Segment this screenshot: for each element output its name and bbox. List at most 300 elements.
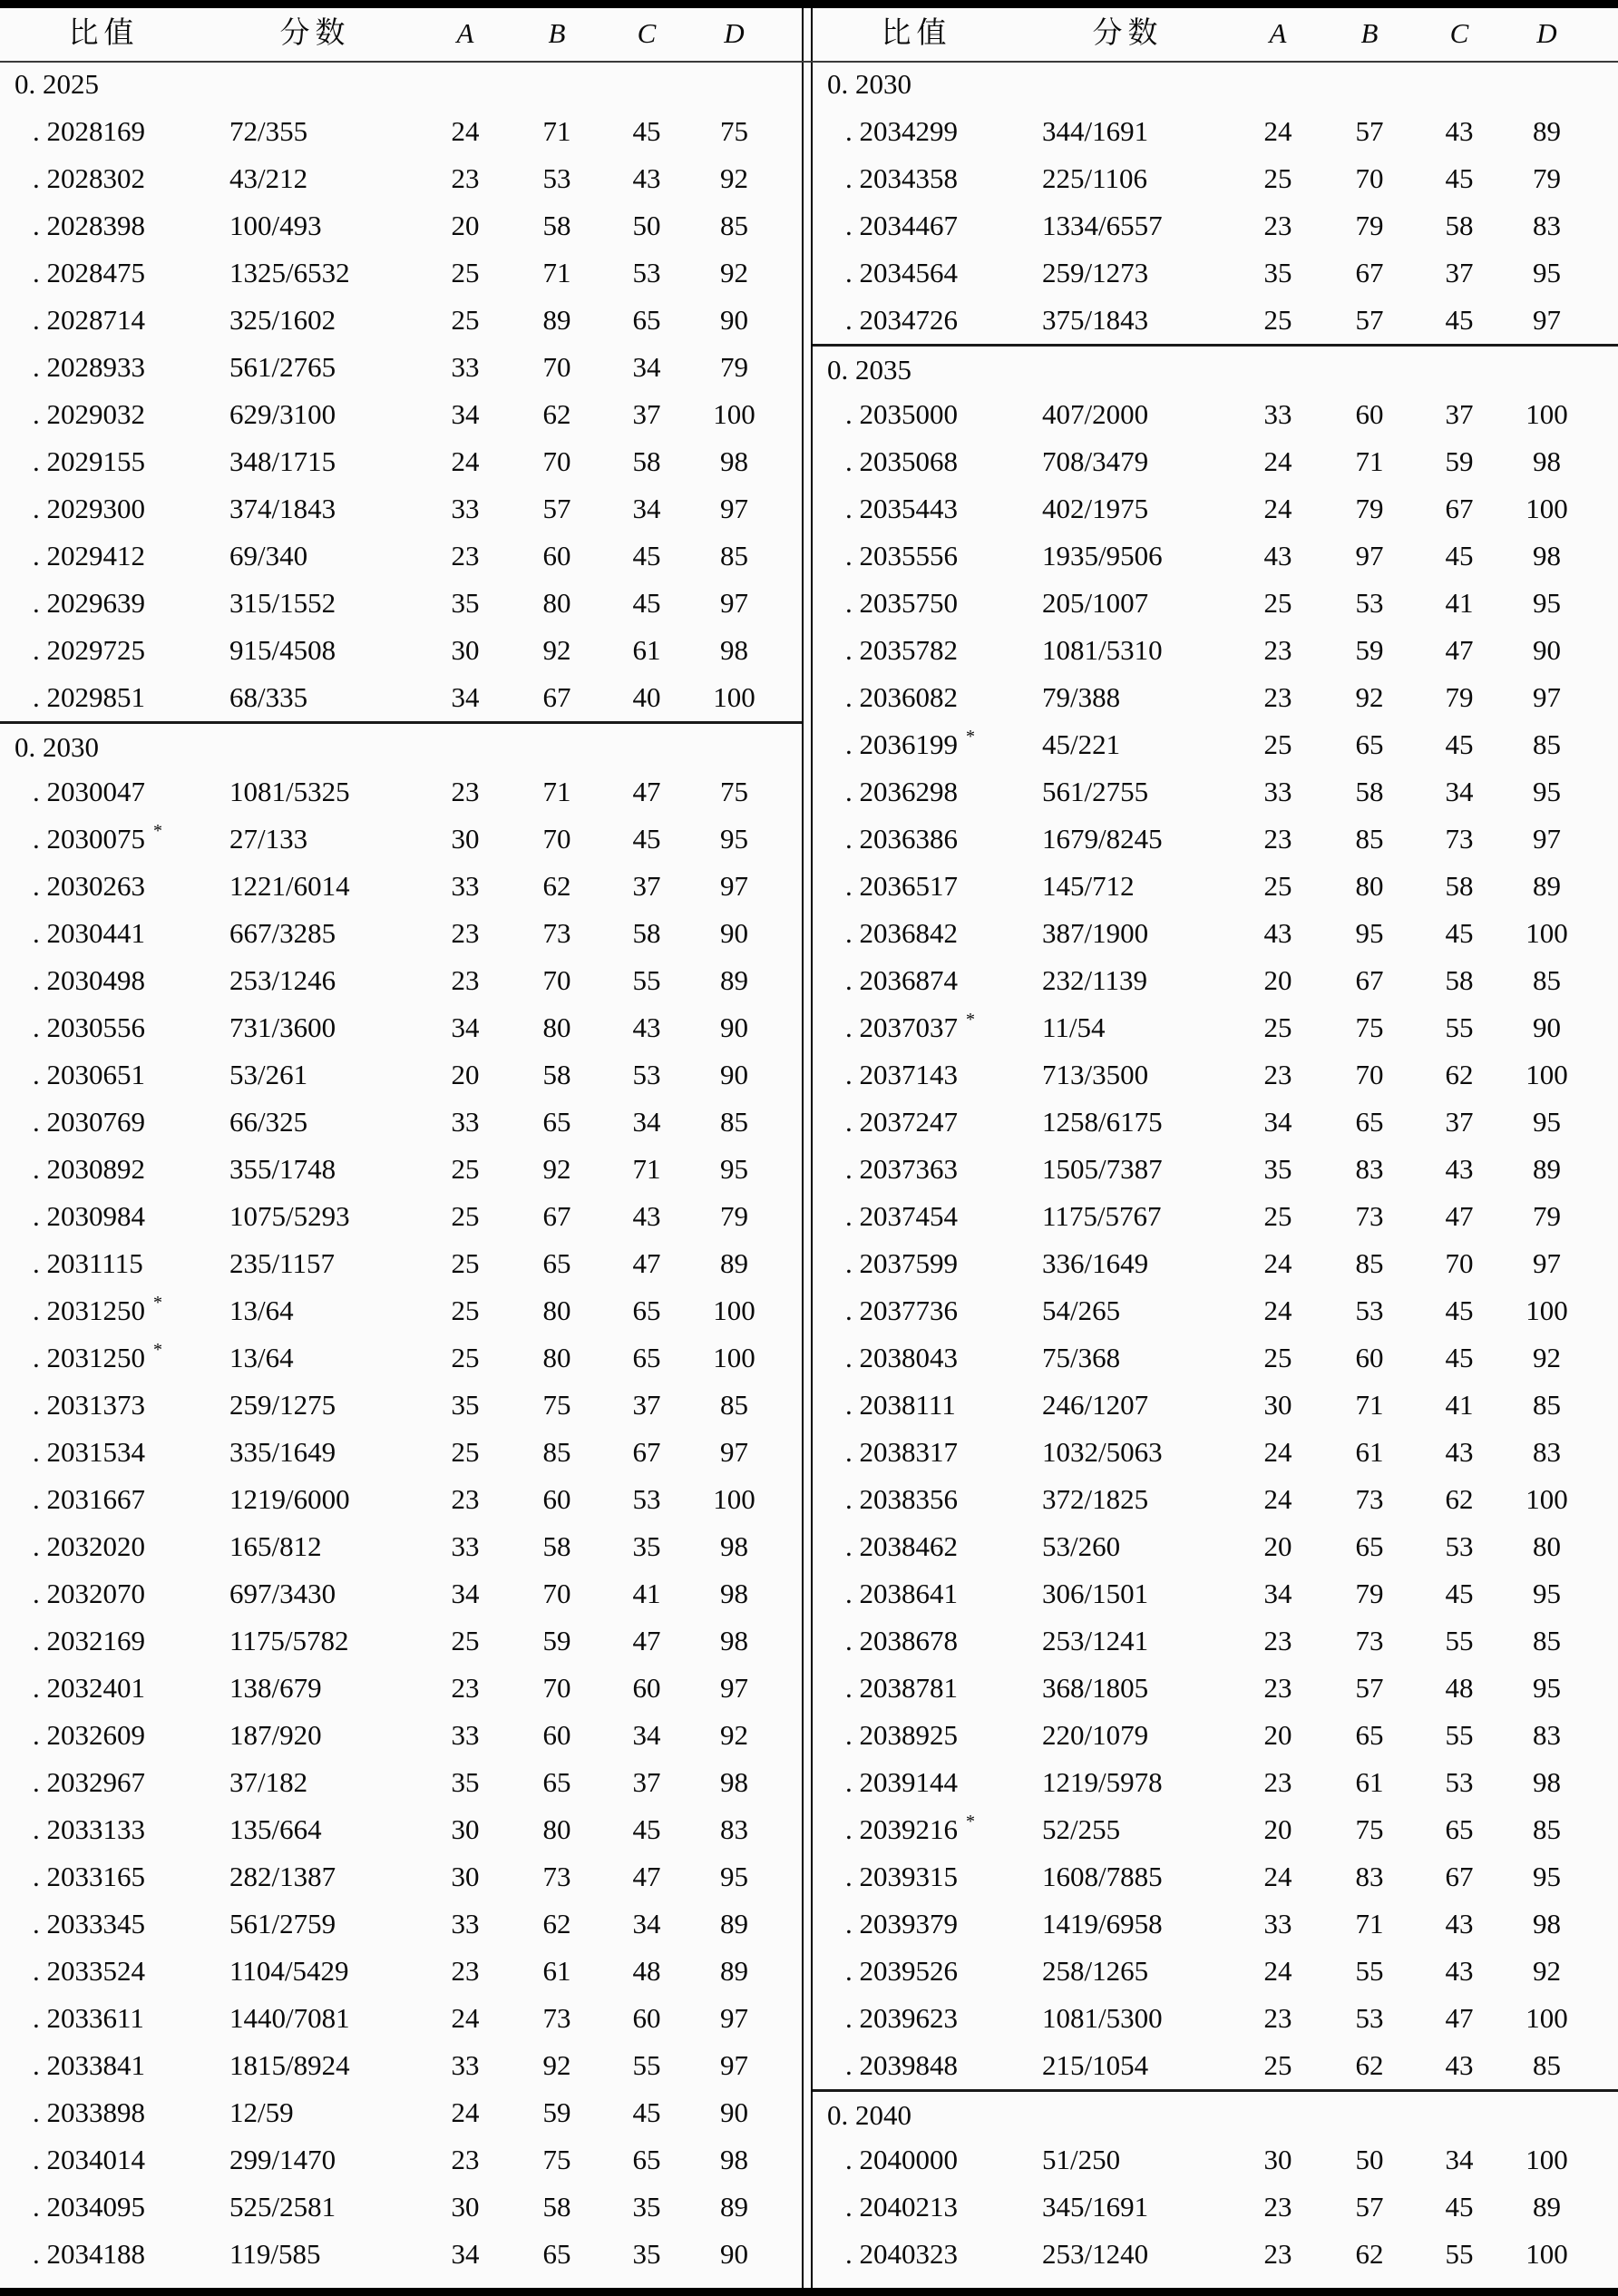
value-b-cell: 53 xyxy=(1355,1295,1384,1326)
value-d-cell: 95 xyxy=(1533,1106,1561,1138)
header-ratio: 比值 xyxy=(881,17,952,50)
value-c-cell: 55 xyxy=(1445,2238,1474,2270)
ratio-cell xyxy=(0,155,229,202)
table-row xyxy=(0,1806,802,1853)
ratio-cell xyxy=(813,863,1042,910)
value-d-cell: 100 xyxy=(1525,398,1568,430)
value-b-cell: 80 xyxy=(542,1011,571,1043)
value-b-cell: 75 xyxy=(542,1389,571,1421)
value-d-cell: 89 xyxy=(720,1908,748,1939)
fraction-cell: 13/64 xyxy=(229,1295,294,1326)
ratio-value: . 2036874 xyxy=(845,964,958,996)
value-b-cell: 80 xyxy=(1355,870,1384,902)
value-a-cell: 24 xyxy=(1263,1483,1292,1515)
table-row xyxy=(813,1712,1618,1759)
ratio-value: . 2039623 xyxy=(845,2002,958,2034)
value-b-cell: 85 xyxy=(1355,1247,1384,1279)
value-a-cell: 25 xyxy=(451,1247,480,1279)
value-a-cell: 20 xyxy=(1263,1719,1292,1751)
ratio-cell xyxy=(0,768,229,816)
value-d-cell: 85 xyxy=(1533,964,1561,996)
value-c-cell: 43 xyxy=(1445,115,1474,147)
value-a-cell: 23 xyxy=(451,1672,480,1704)
value-c-cell: 65 xyxy=(1445,1813,1474,1845)
fraction-cell: 72/355 xyxy=(229,115,308,147)
fraction-cell: 1032/5063 xyxy=(1042,1436,1163,1468)
value-b-cell: 70 xyxy=(542,964,571,996)
ratio-value: . 2038317 xyxy=(845,1436,958,1468)
value-b-cell: 75 xyxy=(1355,1011,1384,1043)
header-fraction: 分数 xyxy=(279,17,351,50)
value-b-cell: 80 xyxy=(542,1342,571,1373)
ratio-value: . 2038111 xyxy=(845,1389,956,1421)
ratio-value: . 2036386 xyxy=(845,823,958,855)
value-c-cell: 48 xyxy=(632,1955,661,1987)
right-rows-container xyxy=(813,61,1618,2278)
value-c-cell: 47 xyxy=(632,776,661,807)
section-row xyxy=(813,344,1618,391)
ratio-value: . 2035000 xyxy=(845,398,958,430)
value-c-cell: 53 xyxy=(1445,1530,1474,1562)
value-b-cell: 53 xyxy=(542,162,571,194)
fraction-cell: 561/2755 xyxy=(1042,776,1149,807)
fraction-cell: 253/1246 xyxy=(229,964,336,996)
table-row xyxy=(813,438,1618,485)
value-c-cell: 43 xyxy=(1445,1955,1474,1987)
value-a-cell: 25 xyxy=(1263,304,1292,336)
ratio-value: . 2037454 xyxy=(845,1200,958,1232)
ratio-value: . 2032020 xyxy=(33,1530,145,1562)
value-a-cell: 43 xyxy=(1263,540,1292,572)
fraction-cell: 1081/5325 xyxy=(229,776,350,807)
section-label: 0. 2040 xyxy=(827,2099,911,2131)
fraction-cell: 325/1602 xyxy=(229,304,336,336)
ratio-cell xyxy=(0,532,229,580)
ratio-cell xyxy=(813,1948,1042,1995)
value-b-cell: 65 xyxy=(1355,1106,1384,1138)
table-row xyxy=(813,2136,1618,2184)
value-a-cell: 24 xyxy=(451,115,480,147)
table-row xyxy=(0,1570,802,1617)
value-c-cell: 65 xyxy=(632,1342,661,1373)
value-b-cell: 61 xyxy=(1355,1436,1384,1468)
value-d-cell: 98 xyxy=(720,1625,748,1656)
value-c-cell: 55 xyxy=(632,964,661,996)
table-row xyxy=(813,1004,1618,1051)
value-b-cell: 83 xyxy=(1355,1861,1384,1892)
value-b-cell: 59 xyxy=(542,2096,571,2128)
fraction-cell: 561/2765 xyxy=(229,351,336,383)
fraction-cell: 69/340 xyxy=(229,540,308,572)
value-a-cell: 25 xyxy=(451,1436,480,1468)
value-a-cell: 25 xyxy=(1263,2049,1292,2081)
table-row xyxy=(813,580,1618,627)
value-a-cell: 23 xyxy=(1263,823,1292,855)
ratio-value: . 2031250 xyxy=(33,1295,145,1326)
value-c-cell: 35 xyxy=(632,2238,661,2270)
value-d-cell: 89 xyxy=(1533,1153,1561,1185)
fraction-cell: 1175/5782 xyxy=(229,1625,349,1656)
value-b-cell: 71 xyxy=(1355,1389,1384,1421)
value-c-cell: 45 xyxy=(632,1813,661,1845)
fraction-cell: 259/1275 xyxy=(229,1389,336,1421)
value-a-cell: 23 xyxy=(451,964,480,996)
ratio-value: . 2035782 xyxy=(845,634,958,666)
fraction-cell: 259/1273 xyxy=(1042,257,1149,288)
ratio-cell xyxy=(813,1334,1042,1382)
value-d-cell: 92 xyxy=(720,162,748,194)
ratio-value: . 2037363 xyxy=(845,1153,958,1185)
fraction-cell: 215/1054 xyxy=(1042,2049,1149,2081)
ratio-cell: . 2030075 * xyxy=(33,820,162,855)
value-c-cell: 45 xyxy=(632,823,661,855)
table-row xyxy=(0,1287,802,1334)
value-b-cell: 71 xyxy=(1355,1908,1384,1939)
value-d-cell: 100 xyxy=(713,681,755,713)
value-a-cell: 25 xyxy=(451,1295,480,1326)
value-b-cell: 62 xyxy=(1355,2238,1384,2270)
table-row xyxy=(813,249,1618,297)
ratio-cell xyxy=(0,2136,229,2184)
value-c-cell: 37 xyxy=(632,870,661,902)
table-row xyxy=(813,2231,1618,2278)
fraction-cell: 53/260 xyxy=(1042,1530,1121,1562)
table-row xyxy=(813,627,1618,674)
value-b-cell: 67 xyxy=(542,681,571,713)
value-a-cell: 33 xyxy=(451,1719,480,1751)
value-c-cell: 40 xyxy=(632,681,661,713)
ratio-cell xyxy=(813,1193,1042,1240)
value-a-cell: 34 xyxy=(1263,1106,1292,1138)
fraction-cell: 37/182 xyxy=(229,1766,308,1798)
ratio-cell xyxy=(0,1759,229,1806)
fraction-cell: 629/3100 xyxy=(229,398,336,430)
value-b-cell: 92 xyxy=(542,1153,571,1185)
ratio-cell xyxy=(0,202,229,249)
value-c-cell: 61 xyxy=(632,634,661,666)
table-row xyxy=(813,1853,1618,1900)
ratio-value: . 2032169 xyxy=(33,1625,145,1656)
ratio-value: . 2032401 xyxy=(33,1672,145,1704)
value-d-cell: 100 xyxy=(1525,493,1568,524)
value-d-cell: 97 xyxy=(720,587,748,619)
value-c-cell: 47 xyxy=(1445,2002,1474,2034)
value-c-cell: 65 xyxy=(632,2144,661,2175)
value-b-cell: 80 xyxy=(542,587,571,619)
value-c-cell: 43 xyxy=(1445,2049,1474,2081)
ratio-cell xyxy=(0,910,229,957)
table-row xyxy=(813,1476,1618,1523)
ratio-cell xyxy=(0,1712,229,1759)
value-d-cell: 89 xyxy=(720,2191,748,2223)
ratio-value: . 2030263 xyxy=(33,870,145,902)
value-a-cell: 20 xyxy=(451,210,480,241)
value-d-cell: 100 xyxy=(1525,1059,1568,1090)
value-d-cell: 92 xyxy=(1533,1342,1561,1373)
value-a-cell: 43 xyxy=(1263,917,1292,949)
value-d-cell: 95 xyxy=(720,823,748,855)
fraction-cell: 253/1240 xyxy=(1042,2238,1149,2270)
value-b-cell: 85 xyxy=(542,1436,571,1468)
value-d-cell: 85 xyxy=(1533,1813,1561,1845)
value-d-cell: 100 xyxy=(1525,1295,1568,1326)
ratio-value: . 2028302 xyxy=(33,162,145,194)
table-row xyxy=(813,108,1618,155)
value-d-cell: 85 xyxy=(720,1106,748,1138)
value-c-cell: 48 xyxy=(1445,1672,1474,1704)
value-b-cell: 57 xyxy=(542,493,571,524)
header-ratio: 比值 xyxy=(68,17,140,50)
value-a-cell: 23 xyxy=(451,1483,480,1515)
value-c-cell: 65 xyxy=(632,304,661,336)
ratio-value: . 2030075 xyxy=(33,823,145,855)
value-d-cell: 98 xyxy=(720,634,748,666)
value-a-cell: 25 xyxy=(451,1200,480,1232)
ratio-value: . 2032967 xyxy=(33,1766,145,1798)
value-b-cell: 75 xyxy=(1355,1813,1384,1845)
table-row xyxy=(0,1004,802,1051)
value-d-cell: 90 xyxy=(720,917,748,949)
value-c-cell: 34 xyxy=(632,351,661,383)
value-a-cell: 20 xyxy=(1263,1813,1292,1845)
value-c-cell: 45 xyxy=(1445,917,1474,949)
value-a-cell: 23 xyxy=(451,1955,480,1987)
value-d-cell: 97 xyxy=(720,2002,748,2034)
fraction-cell: 1334/6557 xyxy=(1042,210,1163,241)
value-d-cell: 92 xyxy=(720,257,748,288)
value-c-cell: 45 xyxy=(1445,1578,1474,1609)
ratio-cell xyxy=(0,249,229,297)
value-b-cell: 61 xyxy=(1355,1766,1384,1798)
table-row xyxy=(813,1193,1618,1240)
value-a-cell: 30 xyxy=(1263,2144,1292,2175)
value-d-cell: 90 xyxy=(720,2096,748,2128)
table-row xyxy=(0,1382,802,1429)
table-row xyxy=(813,1759,1618,1806)
fraction-cell: 387/1900 xyxy=(1042,917,1149,949)
ratio-cell xyxy=(813,1617,1042,1665)
value-b-cell: 53 xyxy=(1355,2002,1384,2034)
ratio-value: . 2033345 xyxy=(33,1908,145,1939)
table-row xyxy=(813,297,1618,344)
table-row xyxy=(0,1617,802,1665)
table-row xyxy=(0,957,802,1004)
value-d-cell: 83 xyxy=(1533,1719,1561,1751)
fraction-cell: 697/3430 xyxy=(229,1578,336,1609)
value-d-cell: 95 xyxy=(1533,1578,1561,1609)
fraction-cell: 344/1691 xyxy=(1042,115,1149,147)
value-a-cell: 33 xyxy=(451,2049,480,2081)
fraction-cell: 138/679 xyxy=(229,1672,322,1704)
value-c-cell: 41 xyxy=(1445,587,1474,619)
table-row xyxy=(0,1712,802,1759)
value-c-cell: 43 xyxy=(632,162,661,194)
table-row xyxy=(0,108,802,155)
ratio-value: . 2035556 xyxy=(845,540,958,572)
table-row xyxy=(0,2089,802,2136)
fraction-cell: 1075/5293 xyxy=(229,1200,350,1232)
value-d-cell: 83 xyxy=(720,1813,748,1845)
value-c-cell: 58 xyxy=(1445,870,1474,902)
fraction-cell: 372/1825 xyxy=(1042,1483,1149,1515)
value-d-cell: 100 xyxy=(713,1483,755,1515)
value-b-cell: 71 xyxy=(542,257,571,288)
ratio-value: . 2029639 xyxy=(33,587,145,619)
ratio-value: . 2033165 xyxy=(33,1861,145,1892)
fraction-cell: 165/812 xyxy=(229,1530,322,1562)
ratio-cell xyxy=(813,438,1042,485)
value-a-cell: 24 xyxy=(1263,1436,1292,1468)
ratio-cell xyxy=(813,1240,1042,1287)
ratio-cell xyxy=(813,1712,1042,1759)
header-a: A xyxy=(456,17,474,49)
fraction-cell: 1175/5767 xyxy=(1042,1200,1162,1232)
value-d-cell: 100 xyxy=(713,1295,755,1326)
value-a-cell: 34 xyxy=(451,398,480,430)
fraction-cell: 402/1975 xyxy=(1042,493,1149,524)
fraction-cell: 27/133 xyxy=(229,823,308,855)
ratio-cell xyxy=(0,2042,229,2089)
table-row xyxy=(813,391,1618,438)
ratio-value: . 2030892 xyxy=(33,1153,145,1185)
left-table-panel xyxy=(0,8,802,2288)
ratio-cell xyxy=(813,1759,1042,1806)
ratio-value: . 2039144 xyxy=(845,1766,958,1798)
value-a-cell: 25 xyxy=(451,1625,480,1656)
right-table-panel xyxy=(813,8,1618,2288)
ratio-value: . 2034299 xyxy=(845,115,958,147)
ratio-value: . 2031667 xyxy=(33,1483,145,1515)
value-a-cell: 24 xyxy=(451,445,480,477)
ratio-cell xyxy=(0,1617,229,1665)
ratio-value: . 2034188 xyxy=(33,2238,145,2270)
fraction-cell: 525/2581 xyxy=(229,2191,336,2223)
value-a-cell: 35 xyxy=(451,1389,480,1421)
table-row xyxy=(0,1900,802,1948)
ratio-cell xyxy=(813,391,1042,438)
value-d-cell: 85 xyxy=(720,540,748,572)
fraction-cell: 667/3285 xyxy=(229,917,336,949)
ratio-cell xyxy=(813,674,1042,721)
value-a-cell: 25 xyxy=(1263,870,1292,902)
value-a-cell: 23 xyxy=(1263,2002,1292,2034)
value-c-cell: 45 xyxy=(632,540,661,572)
table-row xyxy=(813,1523,1618,1570)
ratio-cell xyxy=(0,580,229,627)
fraction-cell: 135/664 xyxy=(229,1813,322,1845)
ratio-value: . 2034564 xyxy=(845,257,958,288)
fraction-cell: 220/1079 xyxy=(1042,1719,1149,1751)
value-c-cell: 62 xyxy=(1445,1483,1474,1515)
value-c-cell: 37 xyxy=(1445,257,1474,288)
ratio-cell xyxy=(0,1240,229,1287)
table-row xyxy=(0,1146,802,1193)
ratio-value: . 2037736 xyxy=(845,1295,958,1326)
value-d-cell: 85 xyxy=(1533,1625,1561,1656)
value-b-cell: 71 xyxy=(1355,445,1384,477)
ratio-value: . 2029032 xyxy=(33,398,145,430)
value-b-cell: 60 xyxy=(1355,398,1384,430)
value-b-cell: 61 xyxy=(542,1955,571,1987)
table-row xyxy=(813,155,1618,202)
fraction-cell: 54/265 xyxy=(1042,1295,1121,1326)
fraction-cell: 225/1106 xyxy=(1042,162,1147,194)
value-d-cell: 89 xyxy=(720,1247,748,1279)
value-a-cell: 33 xyxy=(451,870,480,902)
ratio-value: . 2028714 xyxy=(33,304,145,336)
ratio-cell xyxy=(0,344,229,391)
value-c-cell: 45 xyxy=(632,115,661,147)
value-a-cell: 33 xyxy=(1263,398,1292,430)
ratio-cell xyxy=(0,1099,229,1146)
ratio-cell xyxy=(813,108,1042,155)
fraction-cell: 407/2000 xyxy=(1042,398,1149,430)
value-b-cell: 73 xyxy=(1355,1483,1384,1515)
value-b-cell: 79 xyxy=(1355,210,1384,241)
value-d-cell: 97 xyxy=(720,870,748,902)
table-row xyxy=(813,485,1618,532)
value-b-cell: 67 xyxy=(542,1200,571,1232)
value-a-cell: 34 xyxy=(1263,1578,1292,1609)
fraction-cell: 232/1139 xyxy=(1042,964,1147,996)
table-row xyxy=(813,1429,1618,1476)
ratio-value: . 2039379 xyxy=(845,1908,958,1939)
top-border-rule xyxy=(0,0,1618,8)
value-d-cell: 89 xyxy=(1533,870,1561,902)
value-b-cell: 80 xyxy=(542,1295,571,1326)
value-a-cell: 35 xyxy=(451,1766,480,1798)
value-d-cell: 79 xyxy=(720,351,748,383)
value-c-cell: 59 xyxy=(1445,445,1474,477)
ratio-cell xyxy=(813,1051,1042,1099)
value-c-cell: 47 xyxy=(1445,634,1474,666)
section-row xyxy=(813,2089,1618,2136)
fraction-cell: 75/368 xyxy=(1042,1342,1121,1373)
ratio-cell xyxy=(813,249,1042,297)
value-d-cell: 100 xyxy=(1525,1483,1568,1515)
ratio-value: . 2030984 xyxy=(33,1200,145,1232)
value-c-cell: 73 xyxy=(1445,823,1474,855)
value-a-cell: 33 xyxy=(451,493,480,524)
value-d-cell: 89 xyxy=(720,964,748,996)
value-d-cell: 75 xyxy=(720,115,748,147)
fraction-cell: 1440/7081 xyxy=(229,2002,350,2034)
ratio-cell xyxy=(813,2042,1042,2089)
value-b-cell: 65 xyxy=(542,1247,571,1279)
ratio-cell xyxy=(813,768,1042,816)
value-c-cell: 58 xyxy=(1445,964,1474,996)
ratio-value: . 2028169 xyxy=(33,115,145,147)
value-b-cell: 62 xyxy=(542,398,571,430)
value-b-cell: 60 xyxy=(542,540,571,572)
value-b-cell: 58 xyxy=(542,2191,571,2223)
value-b-cell: 65 xyxy=(1355,1719,1384,1751)
value-b-cell: 65 xyxy=(542,2238,571,2270)
value-c-cell: 34 xyxy=(632,1908,661,1939)
value-c-cell: 43 xyxy=(632,1011,661,1043)
value-d-cell: 97 xyxy=(1533,681,1561,713)
table-row xyxy=(813,1334,1618,1382)
table-row xyxy=(0,627,802,674)
value-b-cell: 50 xyxy=(1355,2144,1384,2175)
ratio-cell xyxy=(813,1570,1042,1617)
fraction-cell: 235/1157 xyxy=(229,1247,335,1279)
value-d-cell: 100 xyxy=(713,398,755,430)
value-a-cell: 24 xyxy=(1263,493,1292,524)
value-b-cell: 89 xyxy=(542,304,571,336)
ratio-value: . 2030556 xyxy=(33,1011,145,1043)
value-d-cell: 85 xyxy=(1533,1389,1561,1421)
